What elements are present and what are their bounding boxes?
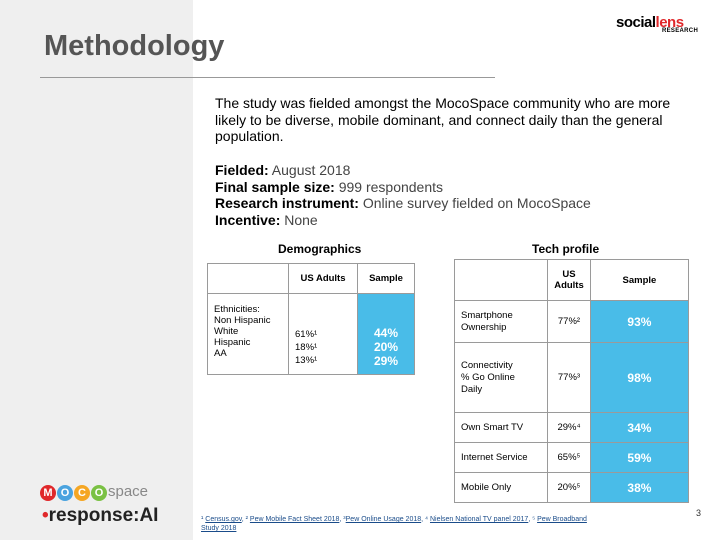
intro-paragraph: The study was fielded amongst the MocoSpace community who are more likely to be diverse, mobile dominant, and connect daily than the general population.: [215, 95, 671, 144]
table-row: Own Smart TV 29%⁴ 34%: [455, 413, 689, 443]
demo-us-values: 61%¹ 18%¹ 13%¹: [289, 294, 358, 375]
demo-sample-values: 44% 20% 29%: [358, 294, 415, 375]
page-number: 3: [696, 508, 702, 518]
fact-instrument: Research instrument: Online survey fielded on MocoSpace: [215, 195, 591, 211]
table-row: Internet Service 65%⁵ 59%: [455, 443, 689, 473]
fact-fielded: Fielded: August 2018: [215, 162, 351, 178]
demographics-table: [207, 263, 415, 375]
page-title: Methodology: [44, 30, 225, 62]
moco-letter-o2: O: [91, 485, 107, 501]
demo-row-label: Ethnicities: Non Hispanic White Hispanic AA: [208, 294, 289, 375]
link-pew-mobile[interactable]: Pew Mobile Fact Sheet 2018: [249, 516, 340, 523]
link-pew-online[interactable]: Pew Online Usage 2018: [345, 516, 422, 523]
table-row: Connectivity % Go Online Daily 77%³ 98%: [455, 343, 689, 413]
link-nielsen[interactable]: Nielsen National TV panel 2017: [429, 516, 529, 523]
logo-lens-text: lens: [655, 14, 684, 31]
demo-col-us-adults: US Adults: [289, 264, 358, 294]
table-row: Smartphone Ownership 77%² 93%: [455, 301, 689, 343]
response-ai-text: response:AI: [48, 505, 159, 526]
study-facts: [215, 162, 591, 228]
moco-letter-o: O: [57, 485, 73, 501]
link-census[interactable]: Census.gov: [205, 516, 242, 523]
tech-heading: Tech profile: [532, 242, 600, 256]
slide-sidebar: [0, 0, 193, 540]
logo-research-text: RESEARCH: [662, 28, 699, 34]
tech-col-sample: Sample: [590, 260, 688, 301]
response-mark-icon: •: [42, 505, 49, 526]
tech-col-us-adults: US Adults: [548, 260, 591, 301]
fact-incentive: Incentive: None: [215, 211, 318, 228]
mocospace-logo: [40, 483, 148, 501]
moco-space-text: space: [108, 483, 149, 500]
response-ai-logo: [42, 505, 158, 527]
tech-table: [454, 259, 689, 503]
table-row: Mobile Only 20%⁵ 38%: [455, 473, 689, 503]
logo-social-text: social: [616, 14, 656, 31]
fact-sample-size: Final sample size: 999 respondents: [215, 178, 444, 195]
moco-letter-c: C: [74, 485, 90, 501]
demo-col-sample: Sample: [358, 264, 415, 294]
link-pew-broadband[interactable]: Pew Broadband Study 2018: [201, 516, 587, 532]
title-divider: [40, 77, 495, 78]
demographics-heading: Demographics: [278, 242, 362, 256]
moco-letter-m: M: [40, 485, 56, 501]
sources-footnote: ¹ Census.gov, ² Pew Mobile Fact Sheet 2018, ³Pew Online Usage 2018, ⁴ Nielsen National TV panel 2017, ⁵ Pew Broadband Study 2018: [201, 516, 587, 532]
